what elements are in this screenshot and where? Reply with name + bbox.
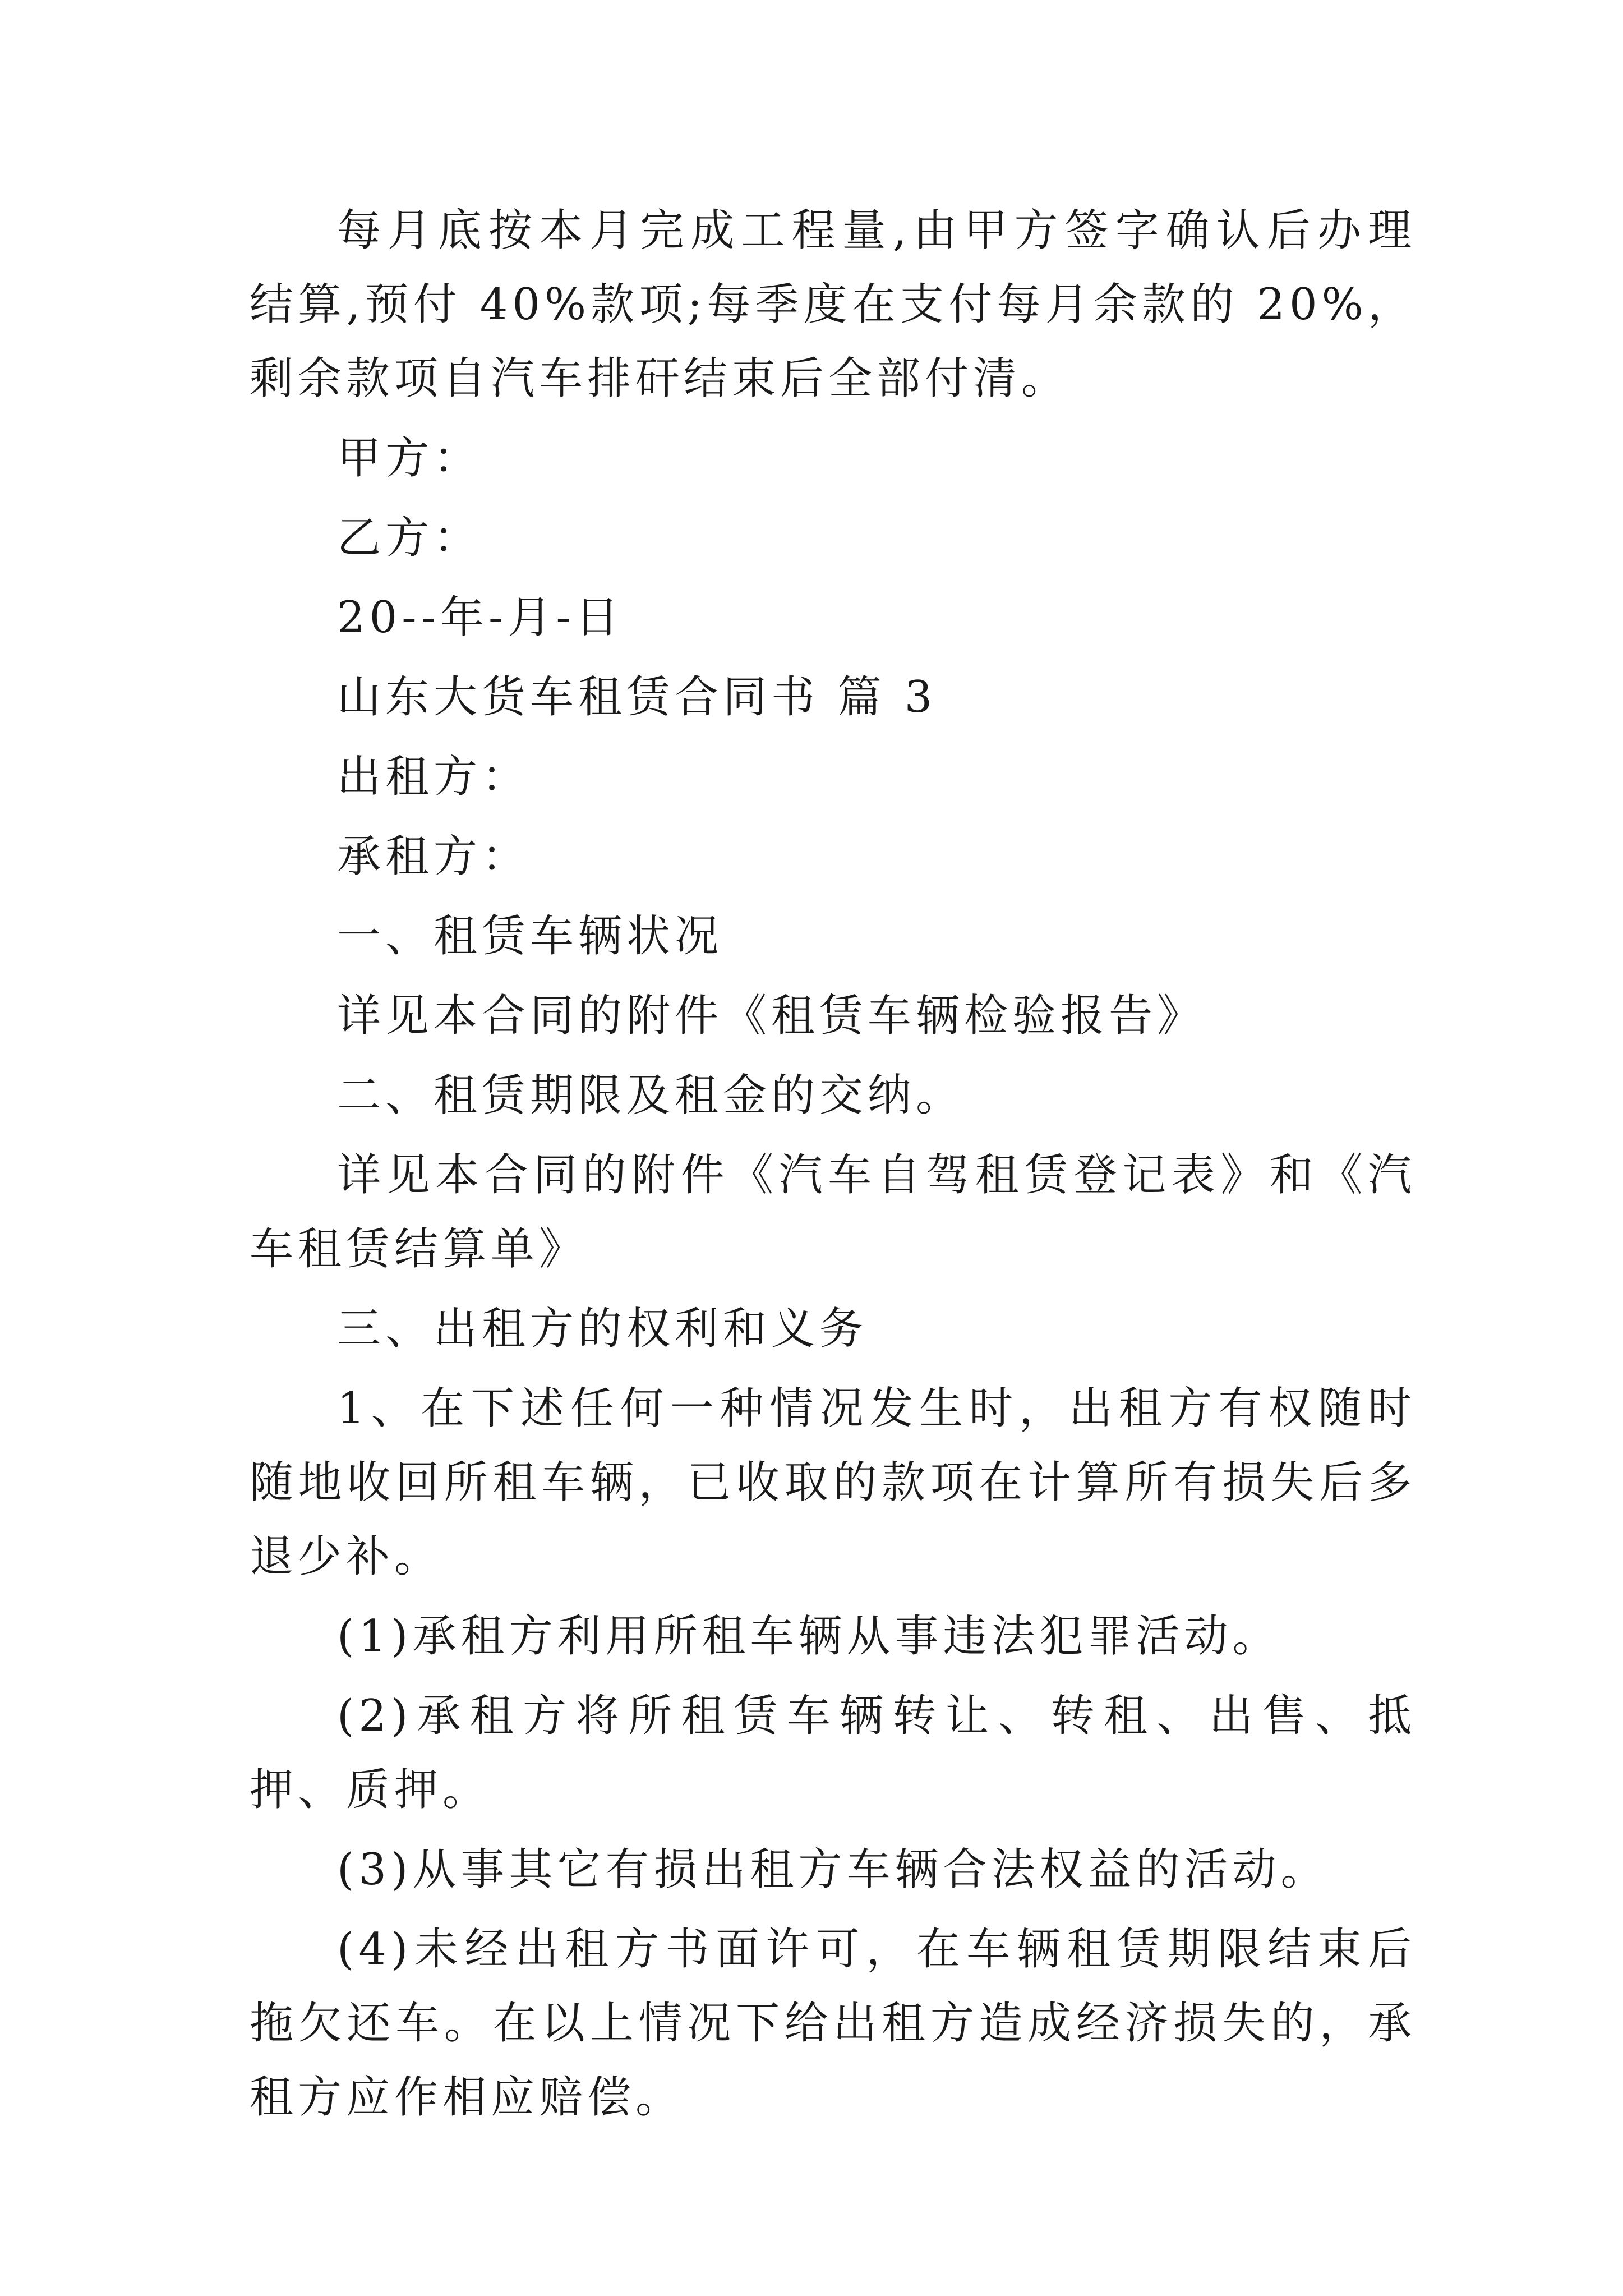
document-body bbox=[250, 194, 1416, 2140]
paragraph-lessor: 出租方： bbox=[337, 752, 531, 802]
heading-lessor-rights: 三、出租方的权利和义务 bbox=[337, 1304, 868, 1354]
paragraph-inspection-report: 详见本合同的附件《租赁车辆检验报告》 bbox=[337, 991, 1206, 1041]
paragraph-item-2: (2)承租方将所租赁车辆转让、转租、出售、抵押、质押。 bbox=[250, 1691, 1416, 1815]
paragraph-item-4: (4)未经出租方书面许可，在车辆租赁期限结束后拖欠还车。在以上情况下给出租方造成经济损失的，承租方应作相应赔偿。 bbox=[250, 1924, 1416, 2123]
paragraph-lessee: 承租方： bbox=[337, 831, 531, 882]
section-heading-contract-3: 山东大货车租赁合同书 篇 3 bbox=[337, 672, 937, 723]
heading-lease-term-rent: 二、租赁期限及租金的交纳。 bbox=[337, 1070, 965, 1121]
paragraph-party-a: 甲方： bbox=[337, 433, 482, 484]
paragraph-item-3: (3)从事其它有损出租方车辆合法权益的活动。 bbox=[337, 1844, 1329, 1895]
paragraph-right-to-recover: 1、在下述任何一种情况发生时，出租方有权随时随地收回所租车辆，已收取的款项在计算所有损失后多退少补。 bbox=[250, 1383, 1416, 1582]
paragraph-settlement-terms: 每月底按本月完成工程量,由甲方签字确认后办理结算,预付 40%款项;每季度在支付每月余款的 20%，剩余款项自汽车排矸结束后全部付清。 bbox=[250, 205, 1416, 404]
paragraph-party-b: 乙方： bbox=[337, 513, 482, 563]
paragraph-date: 20--年-月-日 bbox=[337, 592, 624, 643]
heading-vehicle-status: 一、租赁车辆状况 bbox=[337, 911, 723, 961]
paragraph-registration-settlement: 详见本合同的附件《汽车自驾租赁登记表》和《汽车租赁结算单》 bbox=[250, 1150, 1416, 1274]
paragraph-item-1: (1)承租方利用所租车辆从事违法犯罪活动。 bbox=[337, 1611, 1281, 1662]
